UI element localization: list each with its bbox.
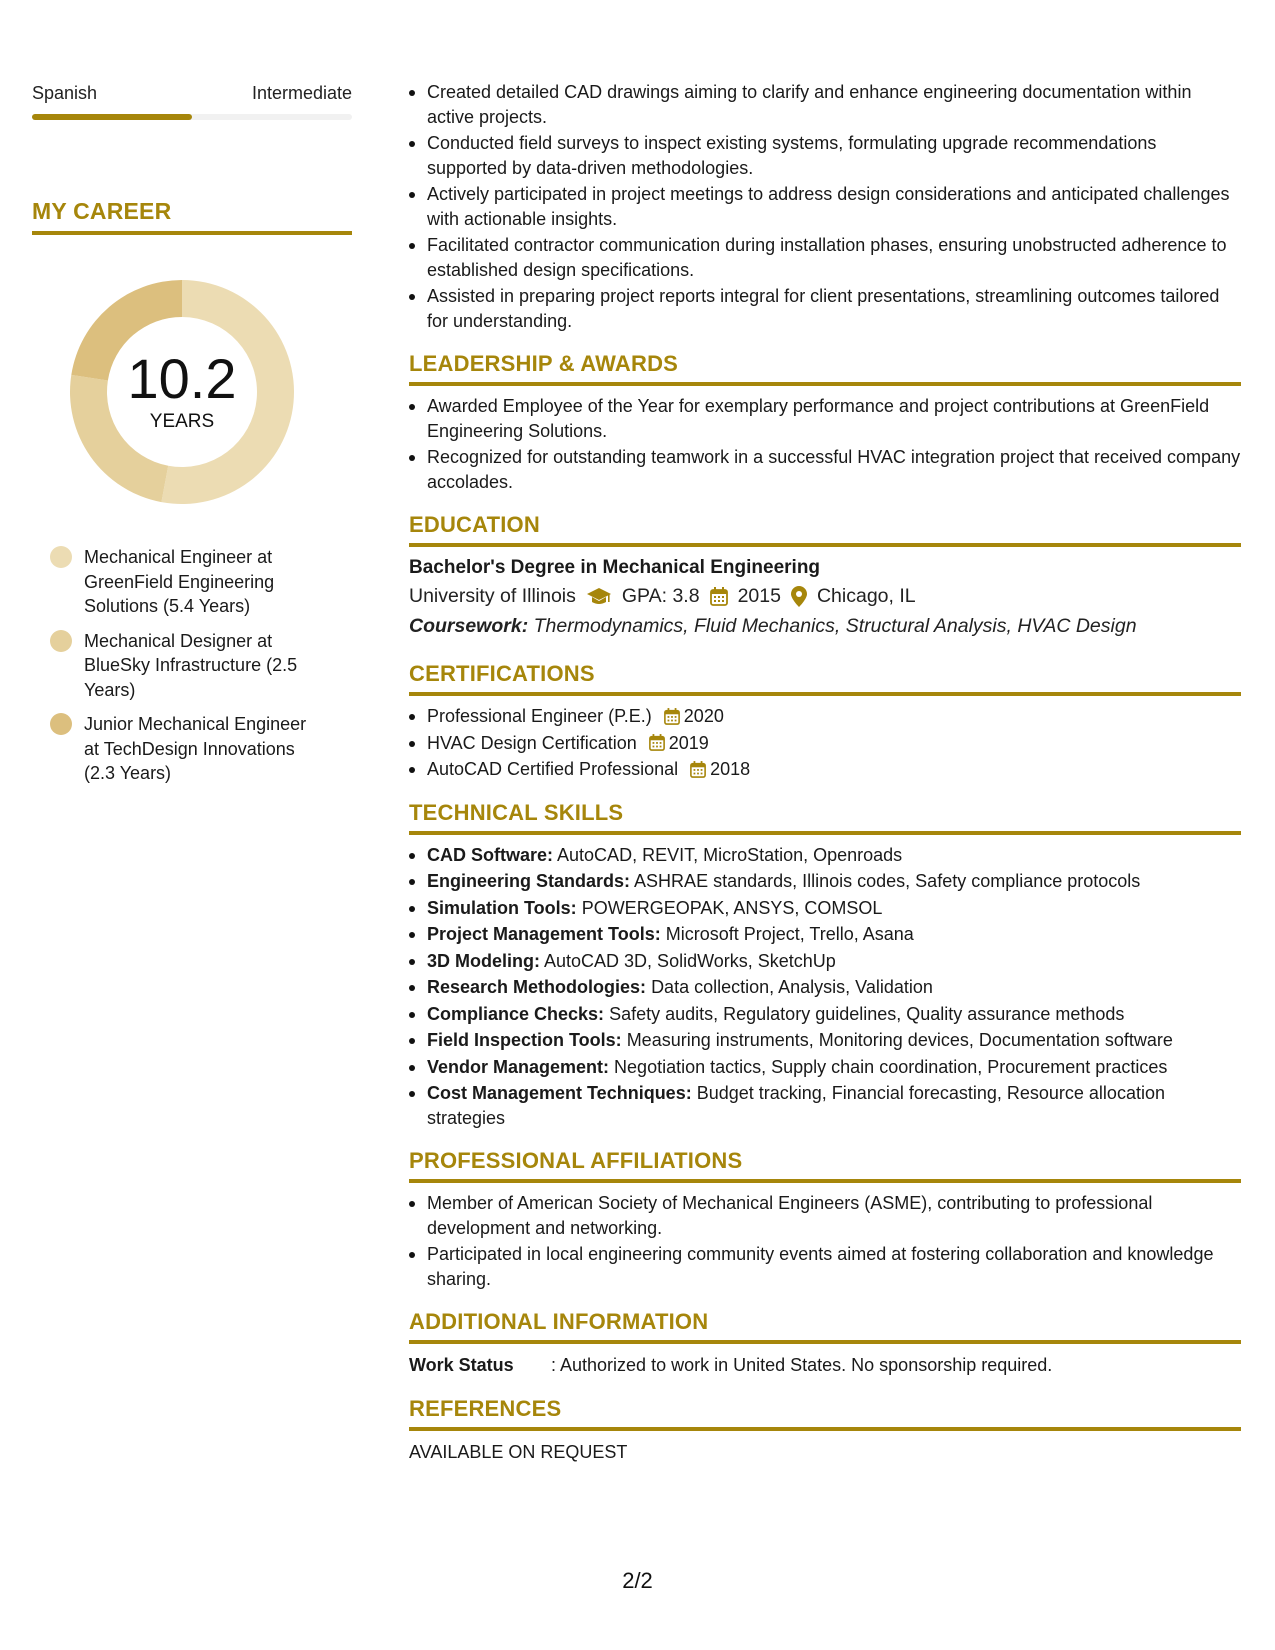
certifications-list bbox=[409, 704, 1241, 782]
work-status-value: : Authorized to work in United States. No sponsorship required. bbox=[551, 1355, 1053, 1375]
donut-total-value: 10.2 bbox=[127, 347, 237, 410]
skill-label: Simulation Tools: bbox=[427, 897, 577, 918]
education-gpa: GPA: 3.8 bbox=[621, 585, 700, 607]
education-details bbox=[409, 581, 1241, 611]
skill-value: POWERGEOPAK, ANSYS, COMSOL bbox=[581, 897, 883, 918]
skill-label: Research Methodologies: bbox=[427, 977, 647, 997]
skill-value: Measuring instruments, Monitoring devices, Documentation software bbox=[626, 1030, 1173, 1050]
experience-bullet: Created detailed CAD drawings aiming to clarify and enhance engineering documentation within active projects. bbox=[409, 80, 1241, 129]
affiliation-item: Participated in local engineering community events aimed at fostering collaboration and knowledge sharing. bbox=[409, 1242, 1241, 1291]
skill-item bbox=[409, 975, 1241, 1000]
experience-bullet: Facilitated contractor communication during installation phases, ensuring unobstructed adherence to established design specifications. bbox=[409, 233, 1241, 282]
calendar-icon bbox=[690, 761, 706, 778]
language-level: Intermediate bbox=[251, 83, 352, 103]
skill-item bbox=[409, 1055, 1241, 1080]
skill-item bbox=[409, 949, 1241, 974]
location-pin-icon bbox=[791, 586, 807, 607]
references-heading: REFERENCES bbox=[409, 1396, 1241, 1431]
education-coursework bbox=[409, 611, 1241, 641]
language-name: Spanish bbox=[32, 83, 98, 103]
certifications-heading: CERTIFICATIONS bbox=[409, 661, 1241, 696]
career-legend bbox=[50, 545, 352, 786]
skill-item bbox=[409, 896, 1241, 921]
skill-value: Microsoft Project, Trello, Asana bbox=[665, 924, 914, 944]
skill-item bbox=[409, 869, 1241, 894]
skill-value: Budget tracking, Financial forecasting, Resource allocation strategies bbox=[427, 1083, 1165, 1128]
legend-dot bbox=[50, 630, 72, 652]
sidebar bbox=[32, 80, 352, 796]
education-year: 2015 bbox=[737, 585, 781, 607]
career-legend-text: Junior Mechanical Engineer at TechDesign Innovations (2.3 Years) bbox=[84, 714, 307, 783]
skill-value: AutoCAD 3D, SolidWorks, SketchUp bbox=[544, 950, 836, 971]
donut-unit-label: YEARS bbox=[149, 411, 215, 432]
education-school: University of Illinois bbox=[409, 585, 576, 607]
skill-value: AutoCAD, REVIT, MicroStation, Openroads bbox=[557, 844, 903, 865]
skill-value: ASHRAE standards, Illinois codes, Safety compliance protocols bbox=[634, 871, 1141, 891]
career-legend-item bbox=[50, 712, 320, 786]
career-legend-text: Mechanical Designer at BlueSky Infrastructure (2.5 Years) bbox=[84, 630, 298, 700]
career-legend-item bbox=[50, 545, 320, 619]
skill-item bbox=[409, 922, 1241, 947]
skill-label: Engineering Standards: bbox=[427, 871, 631, 891]
skill-item bbox=[409, 1028, 1241, 1053]
affiliations-list bbox=[409, 1191, 1241, 1291]
skill-value: Negotiation tactics, Supply chain coordination, Procurement practices bbox=[614, 1056, 1168, 1077]
skill-item bbox=[409, 843, 1241, 868]
experience-bullet: Assisted in preparing project reports integral for client presentations, streamlining outcomes tailored for understanding. bbox=[409, 284, 1241, 333]
skill-value: Data collection, Analysis, Validation bbox=[651, 977, 933, 997]
skills-list bbox=[409, 843, 1241, 1131]
certification-item bbox=[409, 731, 1241, 756]
affiliation-item: Member of American Society of Mechanical Engineers (ASME), contributing to professional development and networking. bbox=[409, 1191, 1241, 1240]
references-text: AVAILABLE ON REQUEST bbox=[409, 1442, 628, 1462]
page-number: 2/2 bbox=[622, 1568, 653, 1593]
certification-name: Professional Engineer (P.E.) bbox=[427, 706, 652, 726]
skill-label: CAD Software: bbox=[427, 844, 554, 865]
education-location: Chicago, IL bbox=[816, 585, 916, 607]
language-proficiency-fill bbox=[32, 114, 192, 120]
calendar-icon bbox=[710, 587, 728, 606]
coursework-value: Thermodynamics, Fluid Mechanics, Structural Analysis, HVAC Design bbox=[533, 615, 1137, 637]
calendar-icon bbox=[664, 708, 680, 725]
language-proficiency-bar bbox=[32, 114, 352, 120]
career-heading: MY CAREER bbox=[32, 198, 352, 235]
experience-bullet: Actively participated in project meetings to address design considerations and anticipated challenges with actionable insights. bbox=[409, 182, 1241, 231]
certification-item bbox=[409, 757, 1241, 782]
certification-year: 2020 bbox=[683, 706, 724, 726]
leadership-item: Recognized for outstanding teamwork in a successful HVAC integration project that received company accolades. bbox=[409, 445, 1241, 494]
coursework-label: Coursework: bbox=[409, 615, 529, 637]
leadership-list bbox=[409, 394, 1241, 494]
calendar-icon bbox=[649, 734, 665, 751]
graduation-cap-icon bbox=[586, 586, 612, 606]
certification-item bbox=[409, 704, 1241, 729]
additional-info-heading: ADDITIONAL INFORMATION bbox=[409, 1309, 1241, 1344]
certification-year: 2018 bbox=[710, 759, 751, 779]
legend-dot bbox=[50, 546, 72, 568]
affiliations-heading: PROFESSIONAL AFFILIATIONS bbox=[409, 1148, 1241, 1183]
skill-label: Field Inspection Tools: bbox=[427, 1030, 622, 1050]
career-donut-chart bbox=[67, 277, 297, 507]
skill-item bbox=[409, 1081, 1241, 1130]
experience-bullet: Conducted field surveys to inspect existing systems, formulating upgrade recommendations supported by data-driven methodologies. bbox=[409, 131, 1241, 180]
skill-label: Cost Management Techniques: bbox=[427, 1083, 692, 1103]
education-heading: EDUCATION bbox=[409, 512, 1241, 547]
skills-heading: TECHNICAL SKILLS bbox=[409, 800, 1241, 835]
main-content bbox=[409, 80, 1241, 1465]
skill-label: Vendor Management: bbox=[427, 1056, 610, 1077]
certification-year: 2019 bbox=[668, 732, 709, 753]
legend-dot bbox=[50, 713, 72, 735]
career-legend-text: Mechanical Engineer at GreenField Engineering Solutions (5.4 Years) bbox=[84, 547, 275, 616]
certification-name: HVAC Design Certification bbox=[427, 732, 637, 753]
work-status-row bbox=[409, 1352, 1241, 1378]
leadership-item: Awarded Employee of the Year for exemplary performance and project contributions at GreenField Engineering Solutions. bbox=[409, 394, 1241, 443]
career-legend-item bbox=[50, 629, 320, 703]
skill-value: Safety audits, Regulatory guidelines, Quality assurance methods bbox=[609, 1003, 1125, 1024]
leadership-heading: LEADERSHIP & AWARDS bbox=[409, 351, 1241, 386]
experience-bullet-list bbox=[409, 80, 1241, 333]
work-status-label: Work Status bbox=[409, 1355, 514, 1375]
skill-label: Project Management Tools: bbox=[427, 924, 661, 944]
language-row bbox=[32, 80, 352, 106]
skill-item bbox=[409, 1002, 1241, 1027]
skill-label: 3D Modeling: bbox=[427, 950, 540, 971]
education-degree: Bachelor's Degree in Mechanical Engineering bbox=[409, 557, 821, 578]
certification-name: AutoCAD Certified Professional bbox=[427, 759, 679, 779]
skill-label: Compliance Checks: bbox=[427, 1003, 605, 1024]
